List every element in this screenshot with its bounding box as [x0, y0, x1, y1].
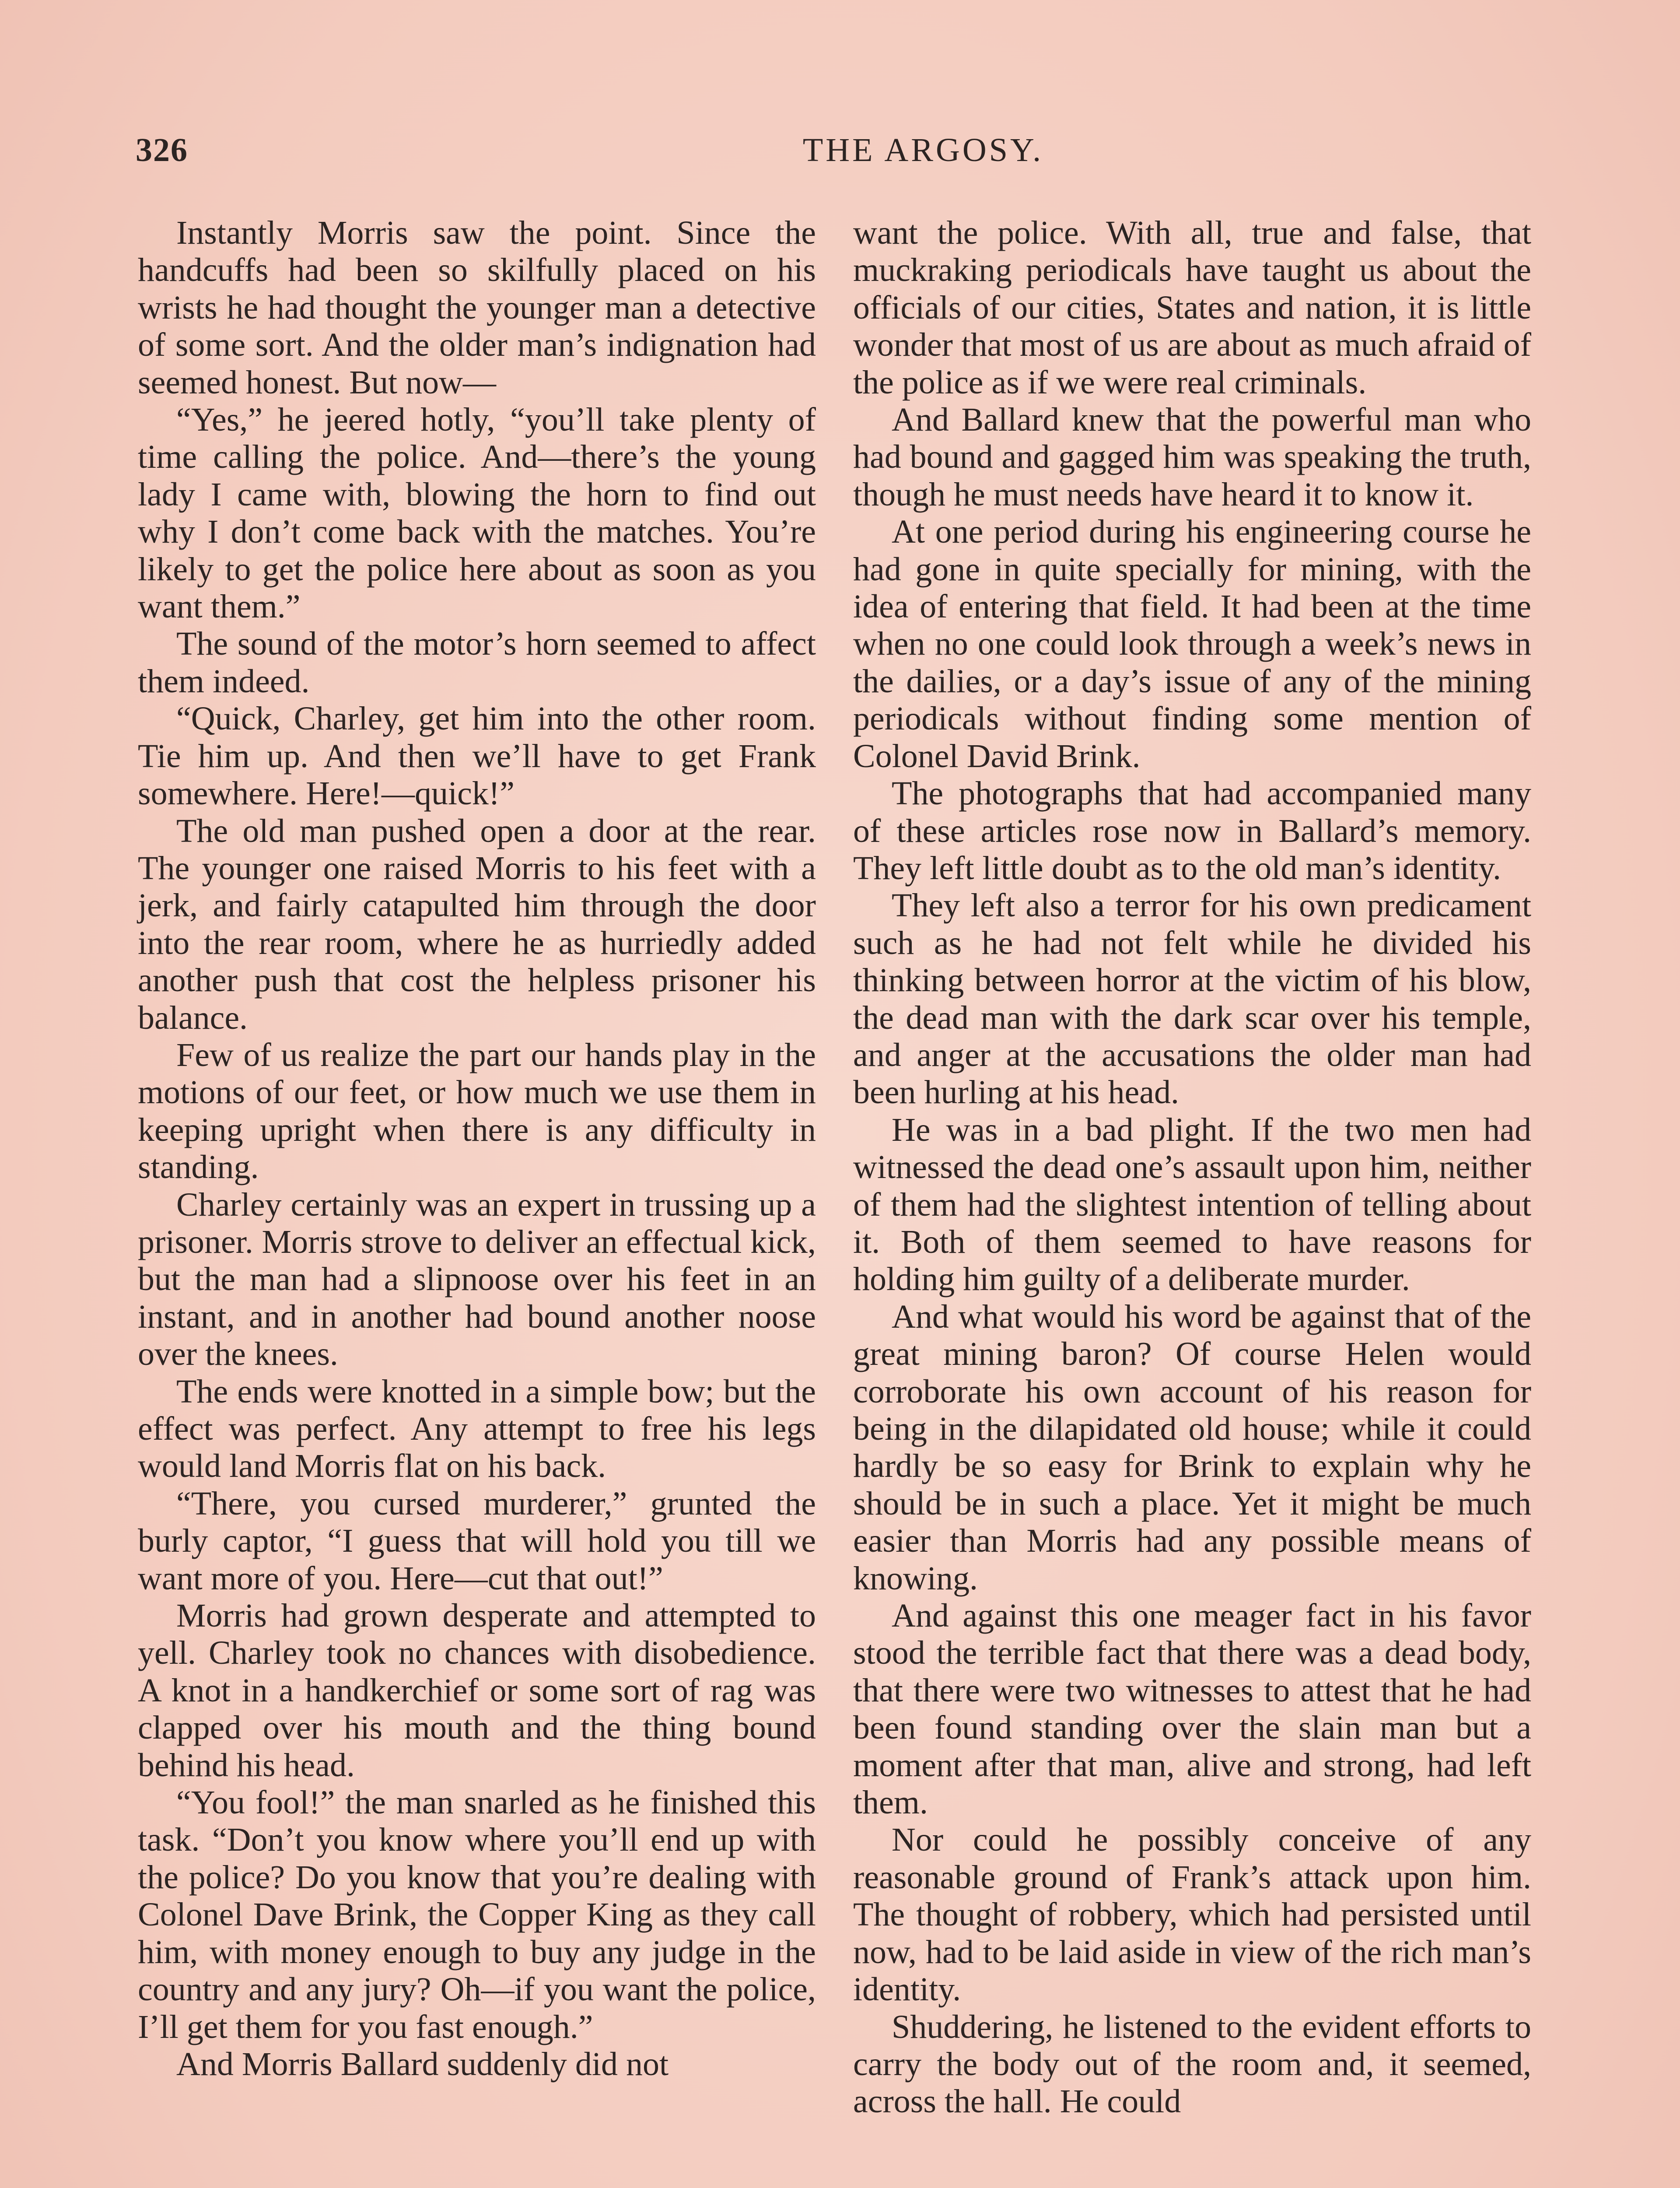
paragraph: Morris had grown desperate and attempted to yell. Charley took no chances with disobedience. A knot in a handkerchief or some sort of rag was clapped over his mouth and the thing bound behind his head.	[138, 1597, 816, 1784]
paragraph: And what would his word be against that of the great mining baron? Of course Helen would corroborate his own account of his reason for being in the dilapidated old house; while it could hardly be so easy for Brink to explain why he should be in such a place. Yet it might be much easier than Morris had any possible means of knowing.	[853, 1298, 1531, 1597]
running-head: THE ARGOSY.	[802, 132, 1044, 168]
paragraph: Nor could he possibly conceive of any reasonable ground of Frank’s attack upon him. The thought of robbery, which had persisted until now, had to be laid aside in view of the rich man’s identity.	[853, 1821, 1531, 2008]
paragraph: The sound of the motor’s horn seemed to affect them indeed.	[138, 625, 816, 700]
paragraph: Instantly Morris saw the point. Since the handcuffs had been so skilfully placed on his wrists he had thought the younger man a detective of some sort. And the older man’s indignation had seemed honest. But now—	[138, 214, 816, 401]
paragraph: “Quick, Charley, get him into the other room. Tie him up. And then we’ll have to get Frank somewhere. Here!—quick!”	[138, 700, 816, 812]
paragraph: The ends were knotted in a simple bow; but the effect was perfect. Any attempt to free his legs would land Morris flat on his back.	[138, 1373, 816, 1485]
paragraph: “You fool!” the man snarled as he finished this task. “Don’t you know where you’ll end up with the police? Do you know that you’re dealing with Colonel Dave Brink, the Copper King as they call him, with money enough to buy any judge in the country and any jury? Oh—if you want the police, I’ll get them for you fast enough.”	[138, 1784, 816, 2045]
paragraph: He was in a bad plight. If the two men had witnessed the dead one’s assault upon him, neither of them had the slightest intention of telling about it. Both of them seemed to have reasons for holding him guilty of a deliberate murder.	[853, 1111, 1531, 1298]
paragraph: Charley certainly was an expert in trussing up a prisoner. Morris strove to deliver an effectual kick, but the man had a slipnoose over his feet in an instant, and in another had bound another noose over the knees.	[138, 1186, 816, 1373]
paragraph: Few of us realize the part our hands play in the motions of our feet, or how much we use them in keeping upright when there is any difficulty in standing.	[138, 1036, 816, 1186]
paragraph: At one period during his engineering course he had gone in quite specially for mining, with the idea of entering that field. It had been at the time when no one could look through a week’s news in the dailies, or a day’s issue of any of the mining periodicals without finding some mention of Colonel David Brink.	[853, 513, 1531, 775]
paragraph: And Morris Ballard suddenly did not	[176, 2045, 669, 2083]
left-column	[138, 214, 816, 2083]
paragraph: Shuddering, he listened to the evident efforts to carry the body out of the room and, it seemed, across the hall. He could	[853, 2008, 1531, 2120]
paragraph: And Ballard knew that the powerful man who had bound and gagged him was speaking the truth, though he must needs have heard it to know it.	[853, 401, 1531, 513]
paragraph: The photographs that had accompanied many of these articles rose now in Ballard’s memory. They left little doubt as to the old man’s identity.	[853, 775, 1531, 887]
right-column	[853, 214, 1531, 2121]
paragraph: They left also a terror for his own predicament such as he had not felt while he divided his thinking between horror at the victim of his blow, the dead man with the dark scar over his temple, and anger at the accusations the older man had been hurling at his head.	[853, 887, 1531, 1111]
paragraph: “There, you cursed murderer,” grunted the burly captor, “I guess that will hold you till we want more of you. Here—cut that out!”	[138, 1485, 816, 1597]
paragraph: “Yes,” he jeered hotly, “you’ll take plenty of time calling the police. And—there’s the young lady I came with, blowing the horn to find out why I don’t come back with the matches. You’re likely to get the police here about as soon as you want them.”	[138, 401, 816, 625]
paragraph: The old man pushed open a door at the rear. The younger one raised Morris to his feet with a jerk, and fairly catapulted him through the door into the rear room, where he as hurriedly added another push that cost the helpless prisoner his balance.	[138, 812, 816, 1036]
page-header	[136, 131, 1536, 179]
paragraph: And against this one meager fact in his favor stood the terrible fact that there was a dead body, that there were two witnesses to attest that he had been found standing over the slain man but a moment after that man, alive and strong, had left them.	[853, 1597, 1531, 1821]
paragraph-continued: want the police. With all, true and false, that muckraking periodicals have taught us about the officials of our cities, States and nation, it is little wonder that most of us are about as much afraid of the police as if we were real criminals.	[853, 214, 1531, 401]
page-number: 326	[136, 132, 188, 168]
